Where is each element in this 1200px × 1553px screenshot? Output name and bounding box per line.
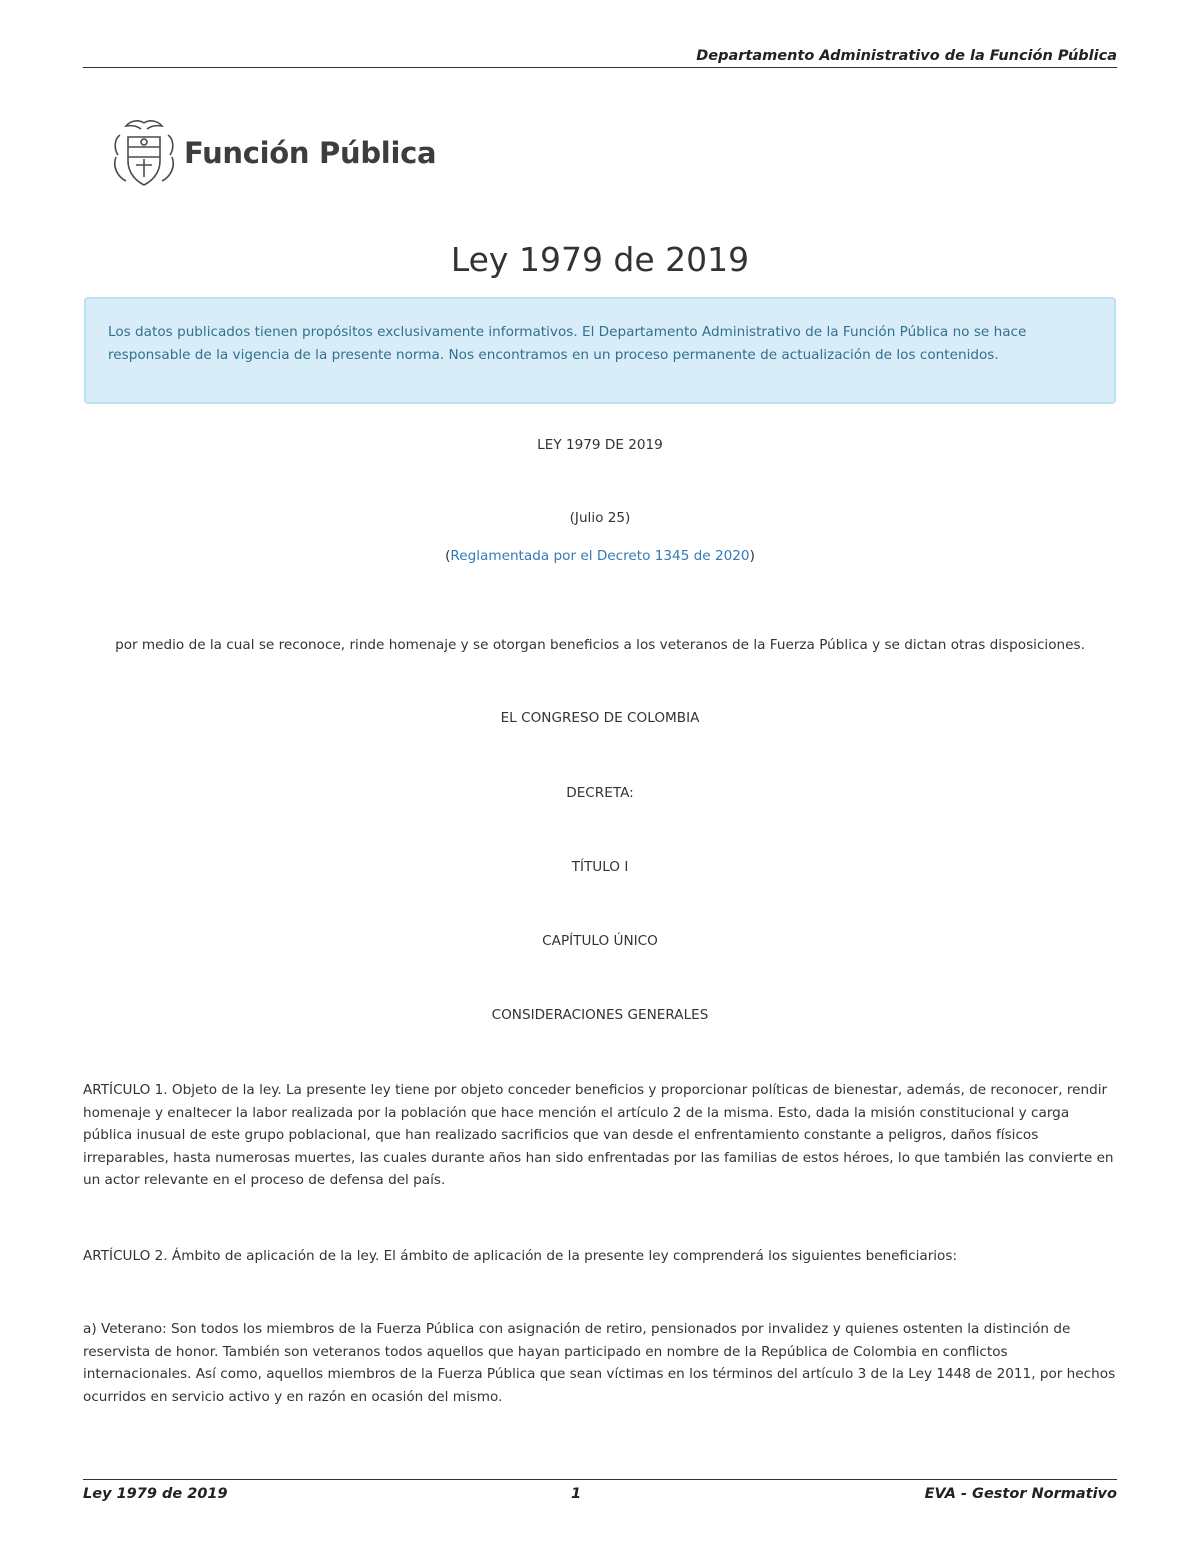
congress-heading: EL CONGRESO DE COLOMBIA	[500, 710, 700, 726]
disclaimer-notice: Los datos publicados tienen propósitos exclusivamente informativos. El Departamento Administrativo de la Función Pública no se hace responsable de la vigencia de la presente norma. Nos encontramos en un proceso permanente de actualización de los contenidos.	[84, 297, 1116, 404]
logo-text: Función Pública	[184, 136, 437, 170]
regulation-note	[83, 548, 1117, 564]
footer-page-number: 1	[571, 1486, 582, 1502]
decreta-heading: DECRETA:	[566, 785, 634, 801]
regulation-paren-open: (	[445, 548, 451, 564]
regulation-link[interactable]: Reglamentada por el Decreto 1345 de 2020	[450, 548, 750, 564]
law-heading: LEY 1979 DE 2019	[537, 437, 663, 453]
law-subject: por medio de la cual se reconoce, rinde homenaje y se otorgan beneficios a los veteranos de la Fuerza Pública y se dictan otras disposiciones.	[115, 637, 1085, 653]
header-organization: Departamento Administrativo de la Función Pública	[696, 48, 1117, 64]
coat-of-arms-icon	[110, 117, 178, 189]
regulation-paren-close: )	[749, 548, 755, 564]
considerations-heading: CONSIDERACIONES GENERALES	[491, 1007, 709, 1023]
funcion-publica-logo	[110, 117, 436, 189]
article-2-item-a: a) Veterano: Son todos los miembros de la Fuerza Pública con asignación de retiro, pensionados por invalidez y quienes ostenten la distinción de reservista de honor. También son veteranos todos aquellos que hayan participado en nombre de la República de Colombia en conflictos internacionales. Así como, aquellos miembros de la Fuerza Pública que sean víctimas en los términos del artículo 3 de la Ley 1448 de 2011, por hechos ocurridos en servicio activo y en razón en ocasión del mismo.	[83, 1321, 1116, 1405]
footer-law-name: Ley 1979 de 2019	[83, 1486, 228, 1502]
article-2: ARTÍCULO 2. Ámbito de aplicación de la ley. El ámbito de aplicación de la presente ley comprenderá los siguientes beneficiarios:	[83, 1248, 958, 1264]
chapter-heading: CAPÍTULO ÚNICO	[542, 933, 658, 949]
footer-source: EVA - Gestor Normativo	[924, 1486, 1117, 1502]
document-title: Ley 1979 de 2019	[450, 240, 750, 279]
page-footer	[83, 1479, 1117, 1502]
title-heading: TÍTULO I	[571, 859, 629, 875]
article-1: ARTÍCULO 1. Objeto de la ley. La presente ley tiene por objeto conceder beneficios y proporcionar políticas de bienestar, además, de reconocer, rendir homenaje y enaltecer la labor realizada por la población que hace mención el artículo 2 de la misma. Esto, dada la misión constitucional y carga pública inusual de este grupo poblacional, que han realizado sacrificios que van desde el enfrentamiento constante a peligros, daños físicos irreparables, hasta numerosas muertes, las cuales durante años han sido enfrentadas por las familias de estos héroes, lo que también las convierte en un actor relevante en el proceso de defensa del país.	[83, 1082, 1114, 1188]
page-header	[83, 48, 1117, 68]
law-date: (Julio 25)	[569, 510, 631, 526]
